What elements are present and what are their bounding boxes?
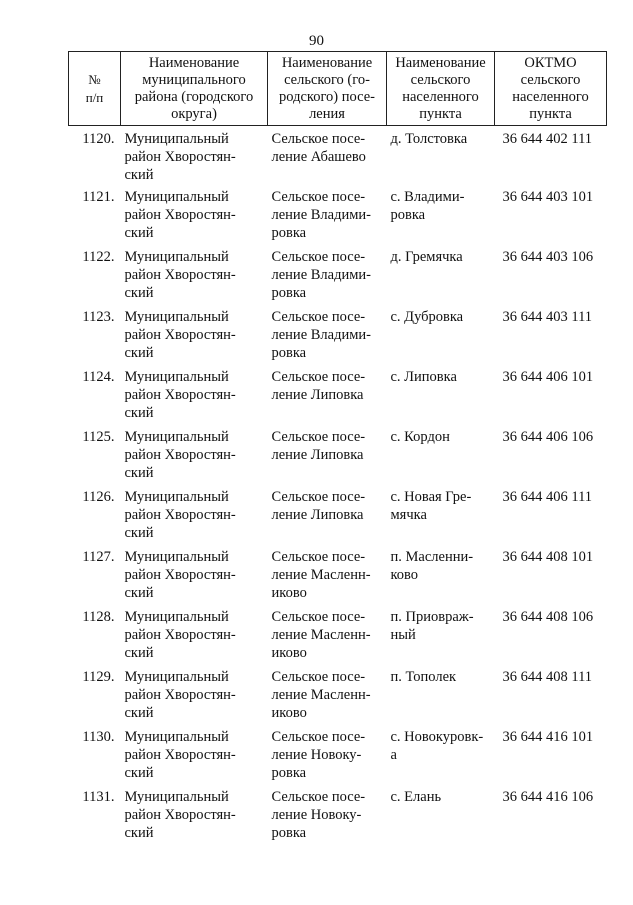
text-line: с. Кордон <box>390 428 450 445</box>
cell-locality <box>387 606 495 666</box>
header-row <box>69 52 607 126</box>
cell-number: 1131. <box>82 788 115 805</box>
cell-settlement <box>268 606 387 666</box>
header-settlement <box>268 52 387 126</box>
cell-settlement <box>268 486 387 546</box>
cell-locality <box>387 726 495 786</box>
text-line: сельского <box>410 72 471 88</box>
table-header <box>69 52 607 126</box>
text-line: Наименование <box>395 55 486 71</box>
text-line: № <box>88 72 101 87</box>
cell-locality <box>387 306 495 366</box>
cell-district <box>121 246 268 306</box>
text-line: ление Абашево <box>271 149 366 165</box>
text-line: ково <box>390 566 419 583</box>
text-line: ский <box>124 824 154 841</box>
cell-locality <box>387 126 495 186</box>
text-line: ский <box>124 584 154 601</box>
text-line: ский <box>124 464 154 481</box>
text-line: пункта <box>529 106 572 122</box>
text-line: Сельское посе- <box>271 548 366 565</box>
text-line: иково <box>271 584 307 601</box>
cell-locality <box>387 546 495 606</box>
settlements-table <box>68 51 607 846</box>
text-line: Сельское посе- <box>271 308 366 325</box>
text-line: ский <box>124 344 154 361</box>
header-oktmo <box>495 52 607 126</box>
text-line: д. Толстовка <box>390 131 468 147</box>
text-line: ление Владими- <box>271 326 371 343</box>
cell-number: 1126. <box>82 488 115 505</box>
table-row <box>69 666 607 726</box>
text-line: Муниципальный <box>124 488 229 505</box>
cell-locality <box>387 486 495 546</box>
text-line: с. Елань <box>390 788 442 805</box>
table-row <box>69 426 607 486</box>
text-line: иково <box>271 704 307 721</box>
table-row <box>69 546 607 606</box>
text-line: Муниципальный <box>124 248 229 265</box>
cell-number: 1121. <box>82 188 115 205</box>
cell-oktmo: 36 644 406 101 <box>502 368 594 385</box>
cell-settlement <box>268 666 387 726</box>
header-locality <box>387 52 495 126</box>
table-row <box>69 306 607 366</box>
text-line: ский <box>124 284 154 301</box>
text-line: пункта <box>419 106 462 122</box>
text-line: иково <box>271 644 307 661</box>
text-line: с. Новая Гре- <box>390 488 472 505</box>
text-line: д. Гремячка <box>390 248 463 265</box>
text-line: ский <box>124 764 154 781</box>
text-line: район Хворостян- <box>124 806 236 823</box>
header-number <box>69 52 121 126</box>
cell-number: 1120. <box>82 131 115 147</box>
text-line: родского) посе- <box>279 89 375 105</box>
table-row <box>69 486 607 546</box>
text-line: а <box>390 746 397 763</box>
text-line: Муниципальный <box>124 368 229 385</box>
cell-district <box>121 306 268 366</box>
cell-settlement <box>268 726 387 786</box>
text-line: ление Липовка <box>271 386 364 403</box>
text-line: район Хворостян- <box>124 686 236 703</box>
cell-district <box>121 486 268 546</box>
text-line: Муниципальный <box>124 188 229 205</box>
text-line: Муниципальный <box>124 788 229 805</box>
cell-settlement <box>268 126 387 186</box>
text-line: район Хворостян- <box>124 326 236 343</box>
text-line: населенного <box>402 89 479 105</box>
text-line: населенного <box>512 89 589 105</box>
text-line: ровка <box>271 824 307 841</box>
text-line: ление Новоку- <box>271 746 362 763</box>
text-line: район Хворостян- <box>124 566 236 583</box>
text-line: Сельское посе- <box>271 131 366 147</box>
cell-locality <box>387 426 495 486</box>
cell-district <box>121 546 268 606</box>
text-line: ление Владими- <box>271 266 371 283</box>
text-line: ление Масленн- <box>271 566 371 583</box>
text-line: район Хворостян- <box>124 506 236 523</box>
cell-oktmo: 36 644 408 101 <box>502 548 594 565</box>
cell-settlement <box>268 186 387 246</box>
text-line: Сельское посе- <box>271 608 366 625</box>
cell-settlement <box>268 306 387 366</box>
text-line: Муниципальный <box>124 608 229 625</box>
text-line: ский <box>124 224 154 241</box>
text-line: с. Липовка <box>390 368 457 385</box>
text-line: округа) <box>171 106 217 122</box>
table-row <box>69 366 607 426</box>
text-line: район Хворостян- <box>124 626 236 643</box>
cell-oktmo: 36 644 403 111 <box>502 308 593 325</box>
text-line: Муниципальный <box>124 548 229 565</box>
cell-district <box>121 366 268 426</box>
cell-number: 1129. <box>82 668 115 685</box>
cell-number: 1124. <box>82 368 115 385</box>
table-row <box>69 606 607 666</box>
text-line: ровка <box>271 224 307 241</box>
cell-locality <box>387 186 495 246</box>
text-line: Сельское посе- <box>271 488 366 505</box>
cell-number: 1130. <box>82 728 115 745</box>
text-line: ление Липовка <box>271 446 364 463</box>
text-line: района (городского <box>134 89 254 105</box>
text-line: ровка <box>271 344 307 361</box>
text-line: муниципального <box>142 72 246 88</box>
cell-district <box>121 186 268 246</box>
text-line: ление Владими- <box>271 206 371 223</box>
table-row <box>69 246 607 306</box>
cell-number: 1125. <box>82 428 115 445</box>
cell-district <box>121 126 268 186</box>
text-line: район Хворостян- <box>124 266 236 283</box>
text-line: Муниципальный <box>124 668 229 685</box>
text-line: п. Тополек <box>390 668 457 685</box>
text-line: Наименование <box>281 55 373 71</box>
cell-oktmo: 36 644 402 111 <box>502 131 593 147</box>
table-row <box>69 786 607 846</box>
text-line: Сельское посе- <box>271 788 366 805</box>
cell-oktmo: 36 644 403 106 <box>502 248 594 265</box>
text-line: район Хворостян- <box>124 746 236 763</box>
text-line: п. Приовраж- <box>390 608 474 625</box>
cell-district <box>121 726 268 786</box>
cell-number: 1122. <box>82 248 115 265</box>
text-line: ский <box>124 524 154 541</box>
text-line: район Хворостян- <box>124 446 236 463</box>
cell-oktmo: 36 644 406 106 <box>502 428 594 445</box>
text-line: район Хворостян- <box>124 206 236 223</box>
text-line: сельского <box>520 72 581 88</box>
text-line: Муниципальный <box>124 728 229 745</box>
text-line: Муниципальный <box>124 308 229 325</box>
text-line: п/п <box>85 90 104 105</box>
text-line: сельского (го- <box>284 72 370 88</box>
cell-locality <box>387 786 495 846</box>
text-line: район Хворостян- <box>124 149 236 165</box>
cell-locality <box>387 666 495 726</box>
text-line: Сельское посе- <box>271 728 366 745</box>
text-line: ОКТМО <box>524 55 577 71</box>
text-line: ровка <box>390 206 426 223</box>
cell-district <box>121 666 268 726</box>
cell-oktmo: 36 644 406 111 <box>502 488 593 505</box>
text-line: ление Масленн- <box>271 626 371 643</box>
text-line: ский <box>124 404 154 421</box>
cell-number: 1128. <box>82 608 115 625</box>
text-line: район Хворостян- <box>124 386 236 403</box>
text-line: ление Масленн- <box>271 686 371 703</box>
text-line: Сельское посе- <box>271 428 366 445</box>
table-body <box>69 126 607 846</box>
text-line: ление Липовка <box>271 506 364 523</box>
text-line: Сельское посе- <box>271 368 366 385</box>
cell-oktmo: 36 644 416 101 <box>502 728 594 745</box>
text-line: Сельское посе- <box>271 188 366 205</box>
text-line: Муниципальный <box>124 428 229 445</box>
text-line: с. Владими- <box>390 188 465 205</box>
text-line: ления <box>309 106 345 122</box>
table-row <box>69 726 607 786</box>
text-line: с. Дубровка <box>390 308 464 325</box>
cell-district <box>121 606 268 666</box>
cell-number: 1123. <box>82 308 115 325</box>
cell-settlement <box>268 366 387 426</box>
table-row <box>69 126 607 186</box>
text-line: ровка <box>271 764 307 781</box>
cell-settlement <box>268 426 387 486</box>
page-number: 90 <box>309 33 324 49</box>
text-line: с. Новокуровк- <box>390 728 484 745</box>
text-line: Наименование <box>148 55 240 71</box>
cell-oktmo: 36 644 408 111 <box>502 668 593 685</box>
text-line: ский <box>124 644 154 661</box>
text-line: Муниципальный <box>124 131 229 147</box>
cell-locality <box>387 246 495 306</box>
text-line: мячка <box>390 506 427 523</box>
text-line: ский <box>124 167 154 183</box>
cell-district <box>121 426 268 486</box>
cell-settlement <box>268 546 387 606</box>
text-line: ровка <box>271 284 307 301</box>
text-line: ление Новоку- <box>271 806 362 823</box>
text-line: п. Масленни- <box>390 548 474 565</box>
text-line: Сельское посе- <box>271 248 366 265</box>
header-district <box>121 52 268 126</box>
text-line: ский <box>124 704 154 721</box>
cell-district <box>121 786 268 846</box>
table-row <box>69 186 607 246</box>
cell-oktmo: 36 644 416 106 <box>502 788 594 805</box>
text-line: ный <box>390 626 416 643</box>
cell-settlement <box>268 786 387 846</box>
text-line: Сельское посе- <box>271 668 366 685</box>
cell-oktmo: 36 644 408 106 <box>502 608 594 625</box>
cell-oktmo: 36 644 403 101 <box>502 188 594 205</box>
cell-number: 1127. <box>82 548 115 565</box>
cell-settlement <box>268 246 387 306</box>
cell-locality <box>387 366 495 426</box>
